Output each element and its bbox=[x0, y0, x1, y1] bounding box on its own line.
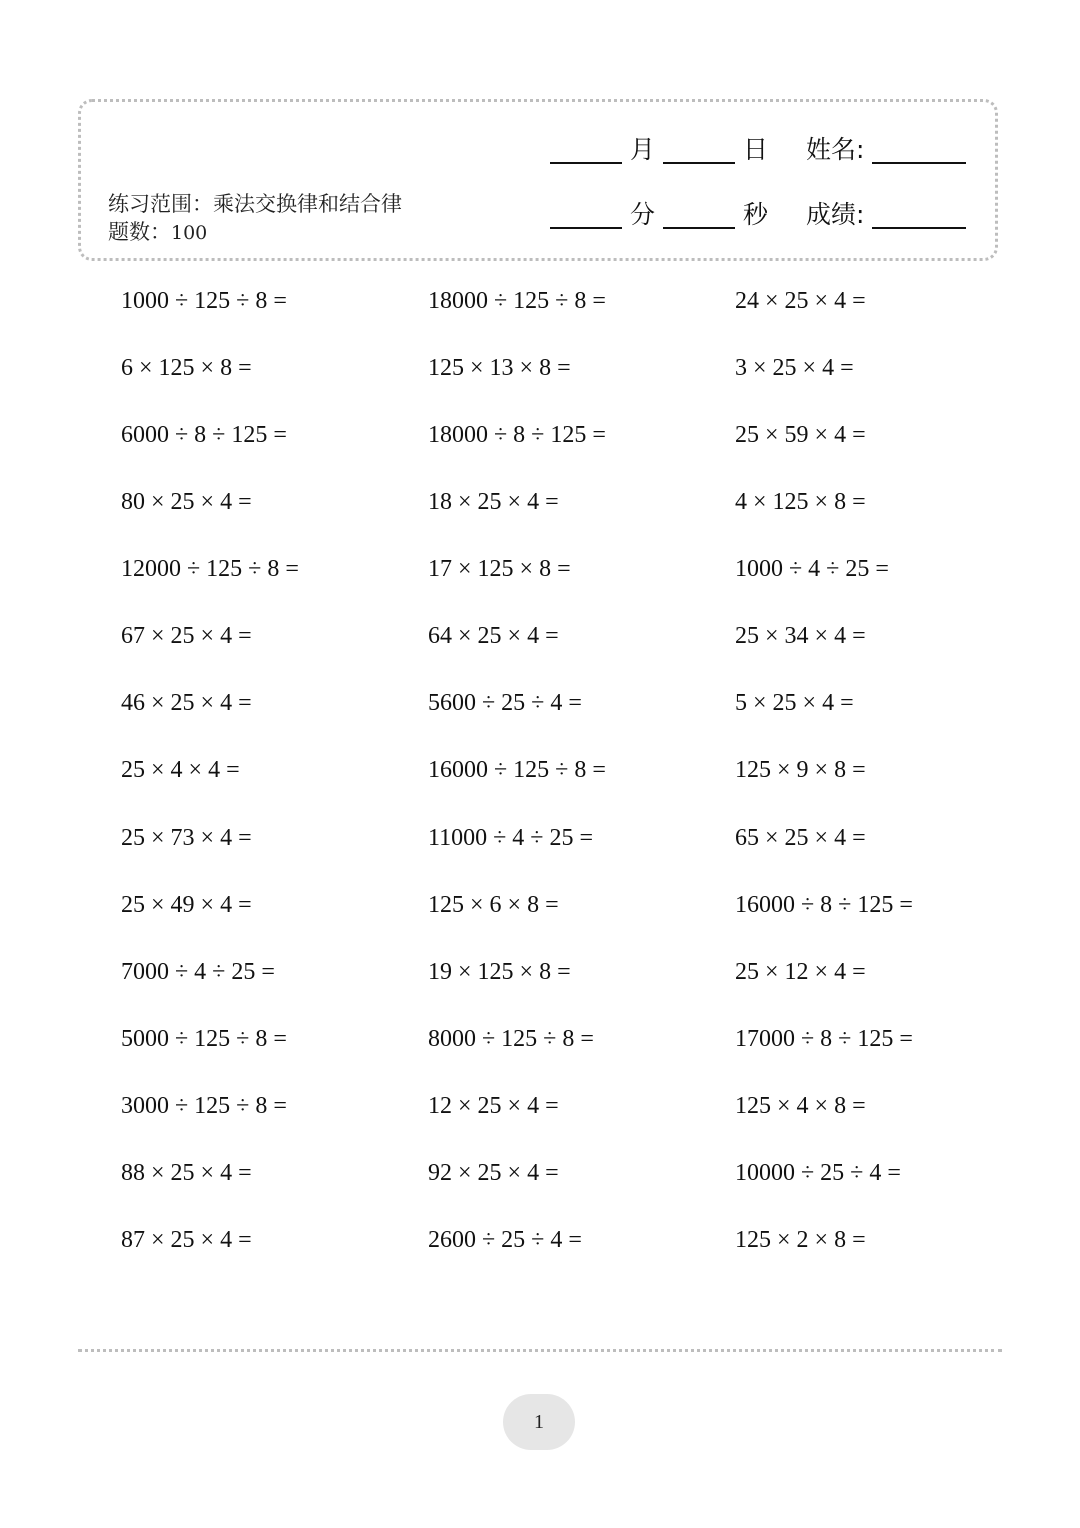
problem-item: 46 × 25 × 4 = bbox=[121, 690, 252, 716]
footer-divider bbox=[78, 1349, 1002, 1352]
minute-label: 分 bbox=[630, 200, 656, 229]
problem-item: 125 × 6 × 8 = bbox=[428, 892, 559, 918]
problem-item: 19 × 125 × 8 = bbox=[428, 959, 571, 985]
problem-item: 12000 ÷ 125 ÷ 8 = bbox=[121, 556, 299, 582]
second-blank[interactable] bbox=[663, 227, 735, 229]
problem-item: 25 × 4 × 4 = bbox=[121, 757, 240, 783]
problem-item: 2600 ÷ 25 ÷ 4 = bbox=[428, 1227, 582, 1253]
problem-item: 125 × 9 × 8 = bbox=[735, 757, 866, 783]
practice-range bbox=[108, 190, 408, 247]
problem-item: 16000 ÷ 125 ÷ 8 = bbox=[428, 757, 606, 783]
problem-item: 18000 ÷ 125 ÷ 8 = bbox=[428, 288, 606, 314]
problem-item: 3 × 25 × 4 = bbox=[735, 355, 854, 381]
problem-item: 17 × 125 × 8 = bbox=[428, 556, 571, 582]
problem-item: 4 × 125 × 8 = bbox=[735, 489, 866, 515]
problem-item: 25 × 34 × 4 = bbox=[735, 623, 866, 649]
problem-item: 92 × 25 × 4 = bbox=[428, 1160, 559, 1186]
count-value: 100 bbox=[171, 222, 208, 244]
problem-item: 3000 ÷ 125 ÷ 8 = bbox=[121, 1093, 287, 1119]
problem-item: 11000 ÷ 4 ÷ 25 = bbox=[428, 825, 593, 851]
problem-item: 25 × 73 × 4 = bbox=[121, 825, 252, 851]
score-label: 成绩: bbox=[806, 200, 865, 229]
problem-item: 12 × 25 × 4 = bbox=[428, 1093, 559, 1119]
problem-item: 16000 ÷ 8 ÷ 125 = bbox=[735, 892, 913, 918]
problem-item: 1000 ÷ 125 ÷ 8 = bbox=[121, 288, 287, 314]
problem-item: 6000 ÷ 8 ÷ 125 = bbox=[121, 422, 287, 448]
problem-item: 8000 ÷ 125 ÷ 8 = bbox=[428, 1026, 594, 1052]
score-blank[interactable] bbox=[872, 227, 966, 229]
name-blank[interactable] bbox=[872, 162, 966, 164]
problem-item: 17000 ÷ 8 ÷ 125 = bbox=[735, 1026, 913, 1052]
problem-item: 67 × 25 × 4 = bbox=[121, 623, 252, 649]
name-label: 姓名: bbox=[806, 135, 865, 164]
problem-item: 6 × 125 × 8 = bbox=[121, 355, 252, 381]
problem-item: 10000 ÷ 25 ÷ 4 = bbox=[735, 1160, 901, 1186]
problem-item: 87 × 25 × 4 = bbox=[121, 1227, 252, 1253]
problem-item: 65 × 25 × 4 = bbox=[735, 825, 866, 851]
page-number: 1 bbox=[503, 1394, 575, 1450]
problem-item: 5000 ÷ 125 ÷ 8 = bbox=[121, 1026, 287, 1052]
problem-item: 125 × 13 × 8 = bbox=[428, 355, 571, 381]
minute-blank[interactable] bbox=[550, 227, 622, 229]
second-label: 秒 bbox=[743, 200, 769, 229]
problem-item: 24 × 25 × 4 = bbox=[735, 288, 866, 314]
problem-item: 5600 ÷ 25 ÷ 4 = bbox=[428, 690, 582, 716]
problem-item: 80 × 25 × 4 = bbox=[121, 489, 252, 515]
problem-item: 25 × 12 × 4 = bbox=[735, 959, 866, 985]
problem-item: 18 × 25 × 4 = bbox=[428, 489, 559, 515]
problem-item: 25 × 49 × 4 = bbox=[121, 892, 252, 918]
problem-item: 88 × 25 × 4 = bbox=[121, 1160, 252, 1186]
problem-item: 25 × 59 × 4 = bbox=[735, 422, 866, 448]
month-blank[interactable] bbox=[550, 162, 622, 164]
problem-item: 7000 ÷ 4 ÷ 25 = bbox=[121, 959, 275, 985]
problem-item: 5 × 25 × 4 = bbox=[735, 690, 854, 716]
day-label: 日 bbox=[743, 135, 769, 164]
problem-item: 125 × 2 × 8 = bbox=[735, 1227, 866, 1253]
problem-item: 64 × 25 × 4 = bbox=[428, 623, 559, 649]
range-label: 练习范围：乘法交换律和结合律 bbox=[108, 192, 402, 216]
problem-item: 125 × 4 × 8 = bbox=[735, 1093, 866, 1119]
count-label: 题数： bbox=[108, 220, 171, 244]
day-blank[interactable] bbox=[663, 162, 735, 164]
month-label: 月 bbox=[630, 135, 656, 164]
problem-item: 18000 ÷ 8 ÷ 125 = bbox=[428, 422, 606, 448]
problem-item: 1000 ÷ 4 ÷ 25 = bbox=[735, 556, 889, 582]
